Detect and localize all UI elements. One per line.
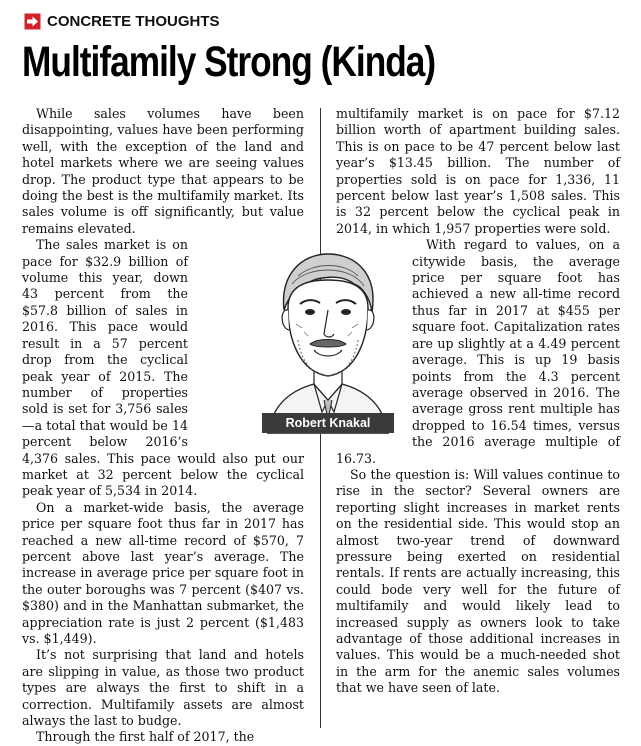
paragraph: With regard to values, on a citywide basis, the average price per square foot has achieved a new all-time record thus far in 2017 at $455 per square foot. Capitalization rates are up slightly at a 4.49 percent average. This is up 19 basis points from the 4.3 percent average observed in 2016. The average gross rent multiple has dropped to 16.54 times, versus the 2016 average multiple of 16.73. (336, 237, 620, 466)
headline: Multifamily Strong (Kinda) (22, 38, 436, 86)
paragraph: On a market-wide basis, the average price per square foot thus far in 2017 has reached a new all-time record of $570, 7 percent above last year’s average. The increase in average price per square foot in the outer boroughs was 7 percent ($407 vs. $380) and in the Manhattan submarket, the appreciation rate is just 2 percent ($1,483 vs. $1,449). (22, 499, 304, 646)
photo-caption: Robert Knakal (262, 413, 394, 433)
paragraph: The sales market is on pace for $32.9 billion of volume this year, down 43 percent from the $57.8 billion of sales in 2016. This pace would result in a 57 percent drop from the cyclical peak year of 2015. The number of properties sold is set for 3,756 sales—a total that would be 14 percent below 2016’s 4,376 sales. This pace would also put our market at 32 percent below the cyclical peak year of 5,534 in 2014. (22, 237, 304, 499)
paragraph: multifamily market is on pace for $7.12 billion worth of apartment building sales. This is on pace to be 47 percent below last year’s $13.45 billion. The number of properties sold is on pace for 1,336, 11 percent below last year’s 1,508 sales. This is 32 percent below the cyclical peak in 2014, in which 1,957 properties were sold. (336, 106, 620, 236)
paragraph: So the question is: Will values continue to rise in the sector? Several owners are reporting slight increases in market rents on the residential side. This would stop an almost two-year trend of downward pressure being exerted on residential rentals. If rents are actually increasing, this could bode very well for the future of multifamily and would likely lead to increased supply as owners look to take advantage of those additional increases in values. This would be a much-needed shot in the arm for the anemic sales volumes that we have seen of late. (336, 466, 620, 696)
section-label: CONCRETE THOUGHTS (47, 13, 220, 30)
paragraph: It’s not surprising that land and hotels are slipping in value, as those two product types are always the first to shift in a correction. Multifamily assets are almost always the last to budge. (22, 647, 304, 729)
author-portrait-icon (258, 244, 398, 434)
paragraph: While sales volumes have been disappointing, values have been performing well, with the exception of the land and hotel markets where we are seeing values drop. The product type that appears to be doing the best is the multifamily market. Its sales volume is off significantly, but value remains elevated. (22, 106, 304, 236)
arrow-right-icon (24, 13, 41, 30)
section-kicker (24, 13, 220, 30)
paragraph: Through the first half of 2017, the (36, 729, 255, 745)
